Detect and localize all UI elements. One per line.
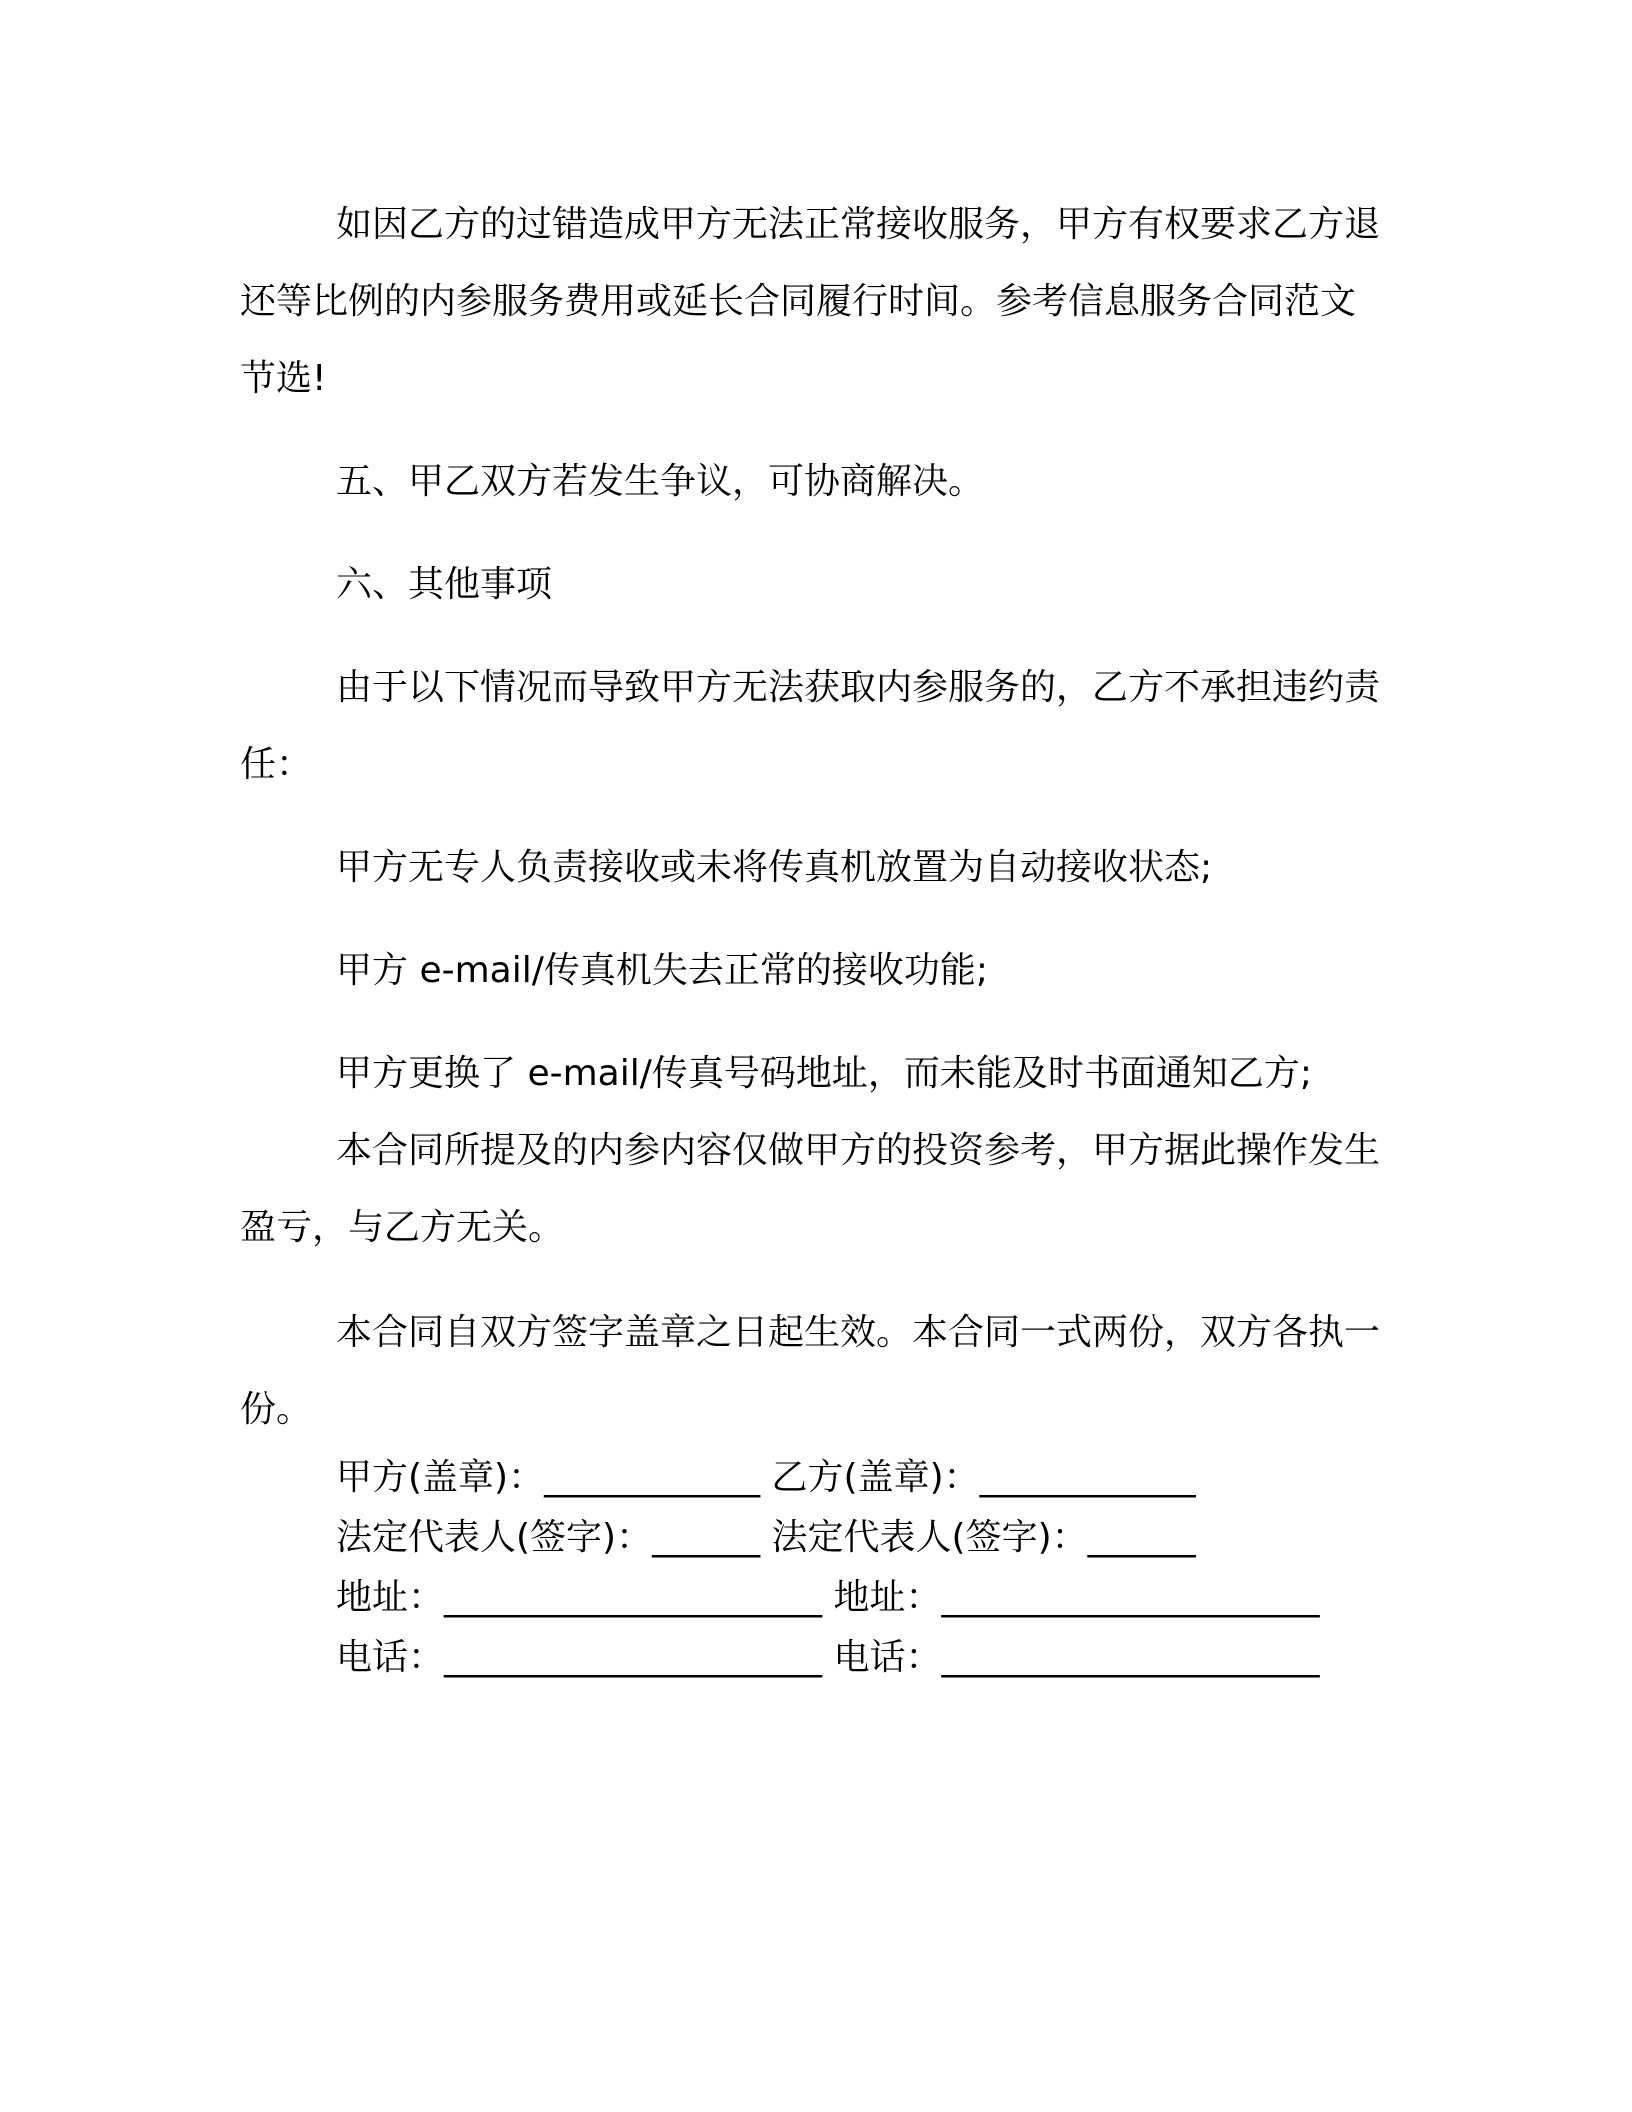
document-body	[240, 186, 1390, 1688]
signature-address-line: 地址：_____________________ 地址：_____________________	[336, 1577, 1320, 1618]
signature-seal-line: 甲方(盖章)：____________ 乙方(盖章)：____________	[336, 1457, 1196, 1498]
paragraph-dispute: 五、甲乙双方若发生争议，可协商解决。	[336, 461, 985, 502]
paragraph-effectiveness: 本合同自双方签字盖章之日起生效。本合同一式两份，双方各执一份。	[240, 1312, 1381, 1430]
paragraph-exemption-1: 甲方无专人负责接收或未将传真机放置为自动接收状态;	[336, 847, 1213, 888]
paragraph-exemption-2: 甲方 e-mail/传真机失去正常的接收功能;	[336, 950, 988, 991]
signature-phone-line: 电话：_____________________ 电话：_____________________	[336, 1637, 1320, 1678]
paragraph-exemptions: 由于以下情况而导致甲方无法获取内参服务的，乙方不承担违约责任：	[240, 667, 1381, 785]
paragraph-investment-reference: 本合同所提及的内参内容仅做甲方的投资参考，甲方据此操作发生盈亏，与乙方无关。	[240, 1130, 1381, 1248]
paragraph-exemption-3: 甲方更换了 e-mail/传真号码地址，而未能及时书面通知乙方;	[336, 1053, 1312, 1094]
paragraph-service-refund: 如因乙方的过错造成甲方无法正常接收服务，甲方有权要求乙方退还等比例的内参服务费用或延长合同履行时间。参考信息服务合同范文节选!	[240, 204, 1381, 399]
signature-representative-line: 法定代表人(签字)：______ 法定代表人(签字)：______	[336, 1517, 1196, 1558]
paragraph-other-matters-heading: 六、其他事项	[336, 564, 553, 605]
